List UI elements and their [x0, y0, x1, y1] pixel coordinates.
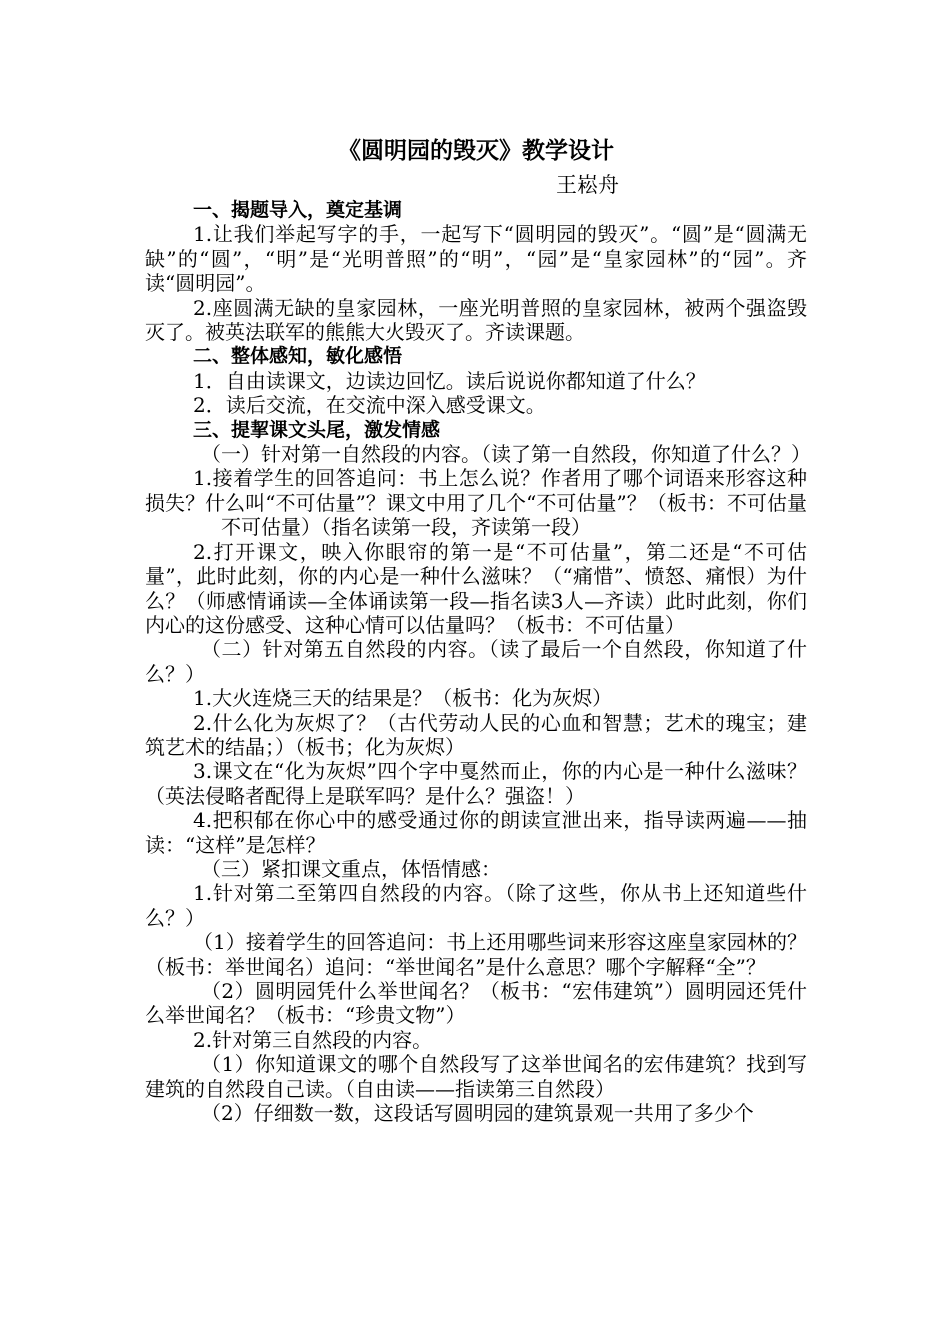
document-title: 《圆明园的毁灭》教学设计 [338, 138, 614, 164]
paragraph-text: 1.接着学生的回答追问：书上怎么说？作者用了哪个词语来形容这种损失？什么叫“不可估量”？课文中用了几个“不可估量”？（板书：不可估量 [145, 466, 807, 515]
section-heading: 二、整体感知，敏化感悟 [193, 345, 403, 368]
paragraph: 4.把积郁在你心中的感受通过你的朗读宣泄出来，指导读两遍——抽读：“这样”是怎样？ [145, 808, 807, 857]
document-body [145, 134, 811, 1126]
paragraph-text: 不可估量）（指名读第一段，齐读第一段） [221, 515, 591, 540]
paragraph: （一）针对第一自然段的内容。（读了第一自然段，你知道了什么？） [201, 442, 811, 467]
paragraph: （1）接着学生的回答追问：书上还用哪些词来形容这座皇家园林的？（板书：举世闻名）追问：“举世闻名”是什么意思？哪个字解释“全”？ [145, 930, 807, 979]
paragraph: 2.什么化为灰烬了？（古代劳动人民的心血和智慧；艺术的瑰宝；建筑艺术的结晶；）（板书；化为灰烬） [145, 710, 807, 759]
paragraph: 1．自由读课文，边读边回忆。读后说说你都知道了什么？ [193, 368, 706, 393]
paragraph: （三）紧扣课文重点，体悟情感： [201, 856, 501, 881]
section-heading: 一、揭题导入，奠定基调 [193, 199, 403, 221]
paragraph: 3.课文在“化为灰烬”四个字中戛然而止，你的内心是一种什么滋味？（英法侵略者配得上是联军吗？是什么？强盗！） [145, 759, 807, 808]
paragraph: 1.让我们举起写字的手，一起写下“圆明园的毁灭”。“圆”是“圆满无缺”的“圆”，“明”是“光明普照”的“明”，“园”是“皇家园林”的“园”。齐读“圆明园”。 [145, 222, 807, 296]
paragraph: 2.针对第三自然段的内容。 [193, 1027, 433, 1052]
paragraph: 1.大火连烧三天的结果是？（板书：化为灰烬） [193, 686, 613, 711]
paragraph: （二）针对第五自然段的内容。（读了最后一个自然段，你知道了什么？） [145, 637, 807, 686]
document-author: 王崧舟 [556, 173, 619, 197]
paragraph [145, 466, 807, 539]
paragraph: 2.打开课文，映入你眼帘的第一是“不可估量”，第二还是“不可估量”，此时此刻，你的内心是一种什么滋味？（“痛惜”、愤怒、痛恨）为什么？（师感情诵读—全体诵读第一段—指名读3人—齐读）此时此刻，你们内心的这份感受、这种心情可以估量吗？（板书：不可估量） [145, 539, 807, 637]
paragraph: （1）你知道课文的哪个自然段写了这举世闻名的宏伟建筑？找到写建筑的自然段自己读。（自由读——指读第三自然段） [145, 1052, 807, 1101]
section-heading: 三、提挈课文头尾，激发情感 [193, 418, 441, 441]
paragraph: 1.针对第二至第四自然段的内容。（除了这些，你从书上还知道些什么？） [145, 881, 807, 930]
paragraph: 2．读后交流，在交流中深入感受课文。 [193, 393, 546, 418]
paragraph: （2）仔细数一数，这段话写圆明园的建筑景观一共用了多少个 [201, 1101, 754, 1126]
paragraph: （2）圆明园凭什么举世闻名？（板书：“宏伟建筑”）圆明园还凭什么举世闻名？（板书：“珍贵文物”） [145, 979, 807, 1028]
paragraph: 2.座圆满无缺的皇家园林，一座光明普照的皇家园林，被两个强盗毁灭了。被英法联军的熊熊大火毁灭了。齐读课题。 [145, 295, 807, 345]
